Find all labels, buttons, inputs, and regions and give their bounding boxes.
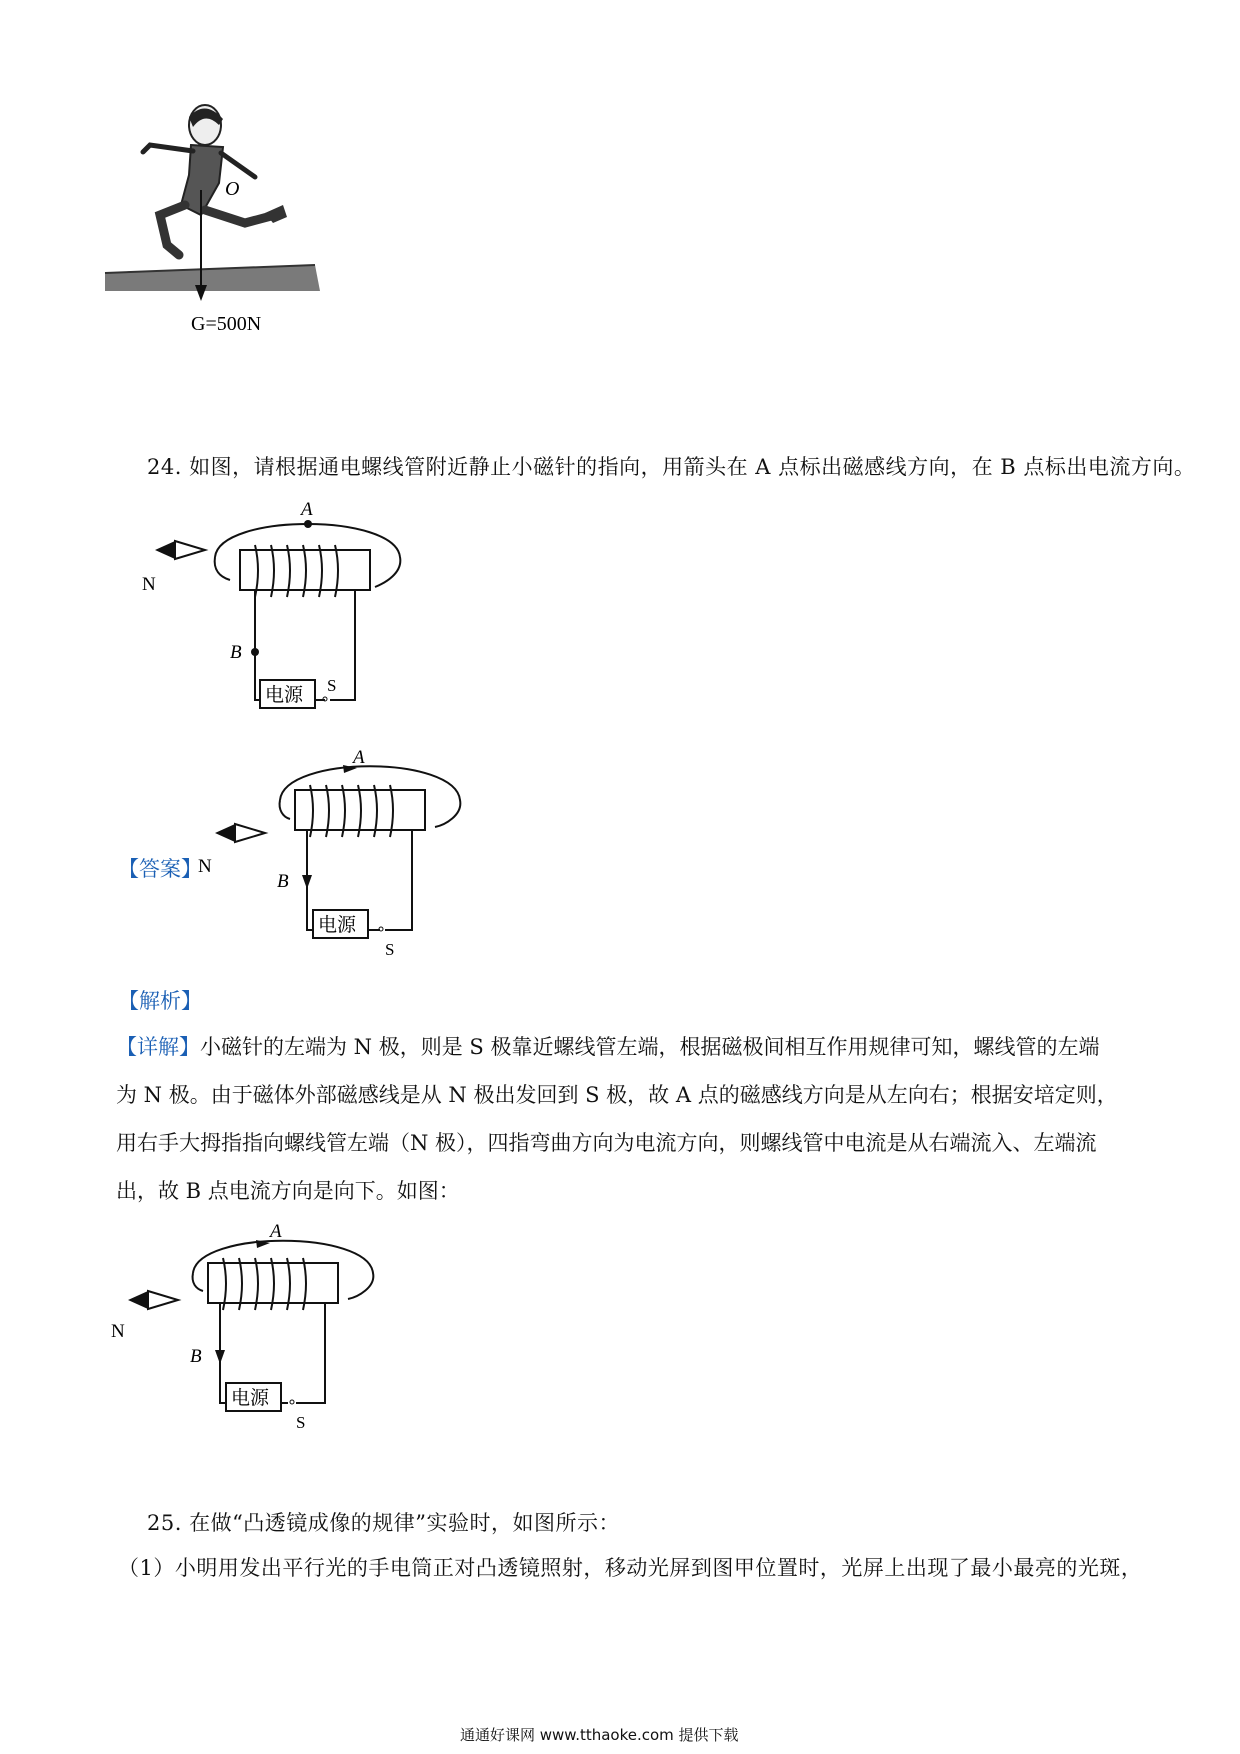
analysis-tag: 【解析】 xyxy=(118,989,202,1013)
compass-needle xyxy=(155,541,175,559)
svg-text:S: S xyxy=(296,1413,306,1432)
answer-tag: 【答案】 xyxy=(118,857,202,881)
current-arrow xyxy=(302,875,312,889)
svg-text:A: A xyxy=(270,1221,282,1242)
svg-text:N: N xyxy=(111,1321,125,1342)
solenoid-figure-answer xyxy=(195,745,475,965)
detail-line-2: 为 N 极。由于磁体外部磁感线是从 N 极出发回到 S 极，故 A 点的磁感线方向是从左向右；根据安培定则， xyxy=(116,1083,1118,1107)
question-24: 24. 如图，请根据通电螺线管附近静止小磁针的指向，用箭头在 A 点标出磁感线方向，在 B 点标出电流方向。 xyxy=(147,455,1196,479)
question-25-part-1: （1）小明用发出平行光的手电筒正对凸透镜照射，移动光屏到图甲位置时，光屏上出现了最小最亮的光斑， xyxy=(118,1556,1143,1580)
detail-tag: 【详解】 xyxy=(116,1035,200,1059)
answer-a-label: A xyxy=(353,747,365,768)
runner-figure xyxy=(105,105,405,385)
answer-power-label: 电源 xyxy=(318,914,357,936)
svg-text:B: B xyxy=(190,1346,202,1367)
solenoid-figure-explanation xyxy=(108,1221,388,1440)
detail-line-4: 出，故 B 点电流方向是向下。如图： xyxy=(116,1179,460,1203)
power-label: 电源 xyxy=(265,684,304,706)
answer-b-label: B xyxy=(277,871,289,892)
switch-label: S xyxy=(327,676,337,695)
answer-s-label: S xyxy=(385,940,395,959)
question-25: 25. 在做“凸透镜成像的规律”实验时，如图所示： xyxy=(147,1511,621,1535)
solenoid-figure-question xyxy=(135,499,425,715)
answer-n-label: N xyxy=(198,856,212,877)
gravity-label: G=500N xyxy=(191,313,262,335)
detail-line-1: 【详解】小磁针的左端为 N 极，则是 S 极靠近螺线管左端，根据磁极间相互作用规律可知，螺线管的左端 xyxy=(116,1035,1100,1059)
point-a-label: A xyxy=(301,499,313,520)
point-a-dot xyxy=(304,520,312,528)
svg-text:电源: 电源 xyxy=(231,1387,270,1409)
point-o-label: O xyxy=(225,178,240,200)
page-footer: 通通好课网 www.tthaoke.com 提供下载 xyxy=(460,1726,739,1744)
detail-line-3: 用右手大拇指指向螺线管左端（N 极），四指弯曲方向为电流方向，则螺线管中电流是从右端流入、左端流 xyxy=(116,1131,1097,1155)
point-b-dot xyxy=(251,648,259,656)
detail-paragraph xyxy=(116,1023,1136,1215)
point-b-label: B xyxy=(230,642,242,663)
needle-n-label: N xyxy=(142,574,156,595)
